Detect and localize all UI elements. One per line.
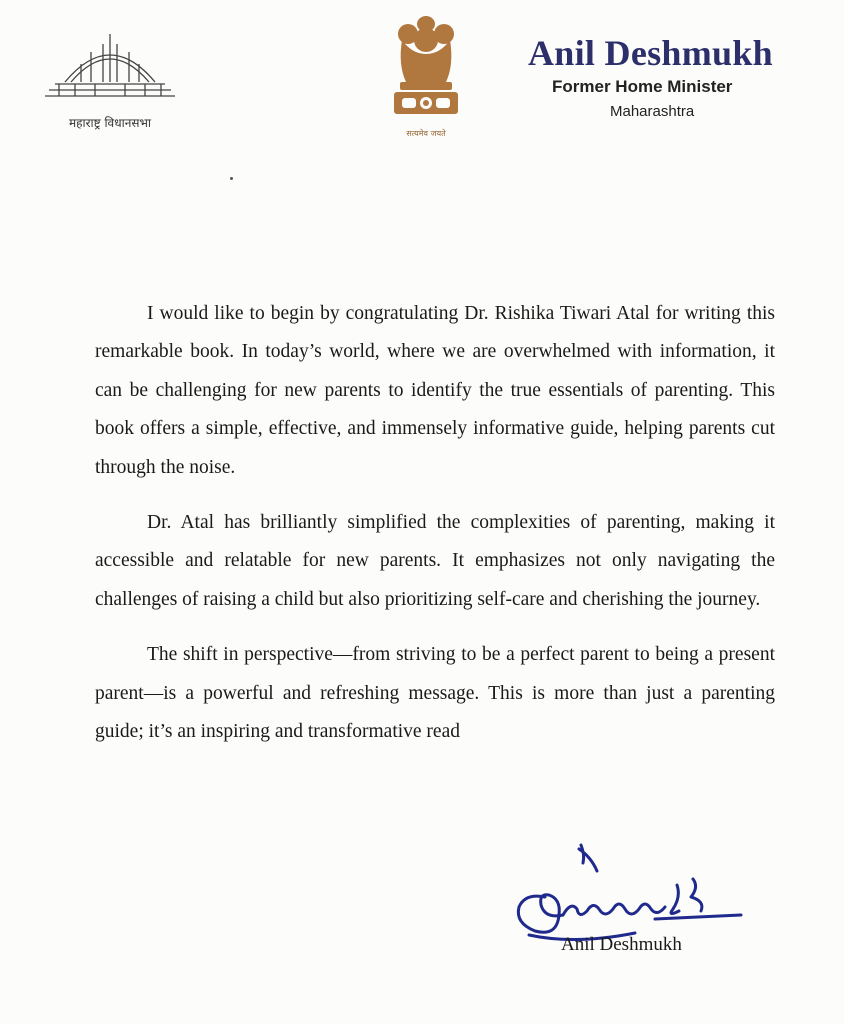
assembly-building-icon xyxy=(45,30,175,110)
paper-speck xyxy=(230,177,233,180)
signatory-name: Anil Deshmukh xyxy=(561,934,682,955)
letter-body xyxy=(95,295,775,768)
paragraph-2: Dr. Atal has brilliantly simplified the complexities of parenting, making it accessible and relatable for new parents. It emphasizes not only navigating the challenges of raising a child but also prioritizing self-care and cherishing the journey. xyxy=(95,512,775,610)
sender-position: Former Home Minister xyxy=(552,77,733,96)
assembly-logo xyxy=(40,30,180,140)
lion-capital-icon xyxy=(380,10,472,128)
sender-state: Maharashtra xyxy=(610,103,695,120)
national-emblem xyxy=(380,10,472,145)
paragraph-1: I would like to begin by congratulating Dr. Rishika Tiwari Atal for writing this remarkable book. In today’s world, where we are overwhelmed with information, it can be challenging for new parents to identify the true essentials of parenting. This book offers a simple, effective, and immensely informative guide, helping parents cut through the noise. xyxy=(95,303,775,478)
sender-name: Anil Deshmukh xyxy=(528,33,773,73)
paragraph-3: The shift in perspective—from striving to be a perfect parent to being a present parent—is a powerful and refreshing message. This is more than just a parenting guide; it’s an inspiring and transformative read xyxy=(95,644,775,743)
assembly-caption: महाराष्ट्र विधानसभा xyxy=(68,116,152,130)
emblem-motto: सत्यमेव जयते xyxy=(406,129,446,138)
